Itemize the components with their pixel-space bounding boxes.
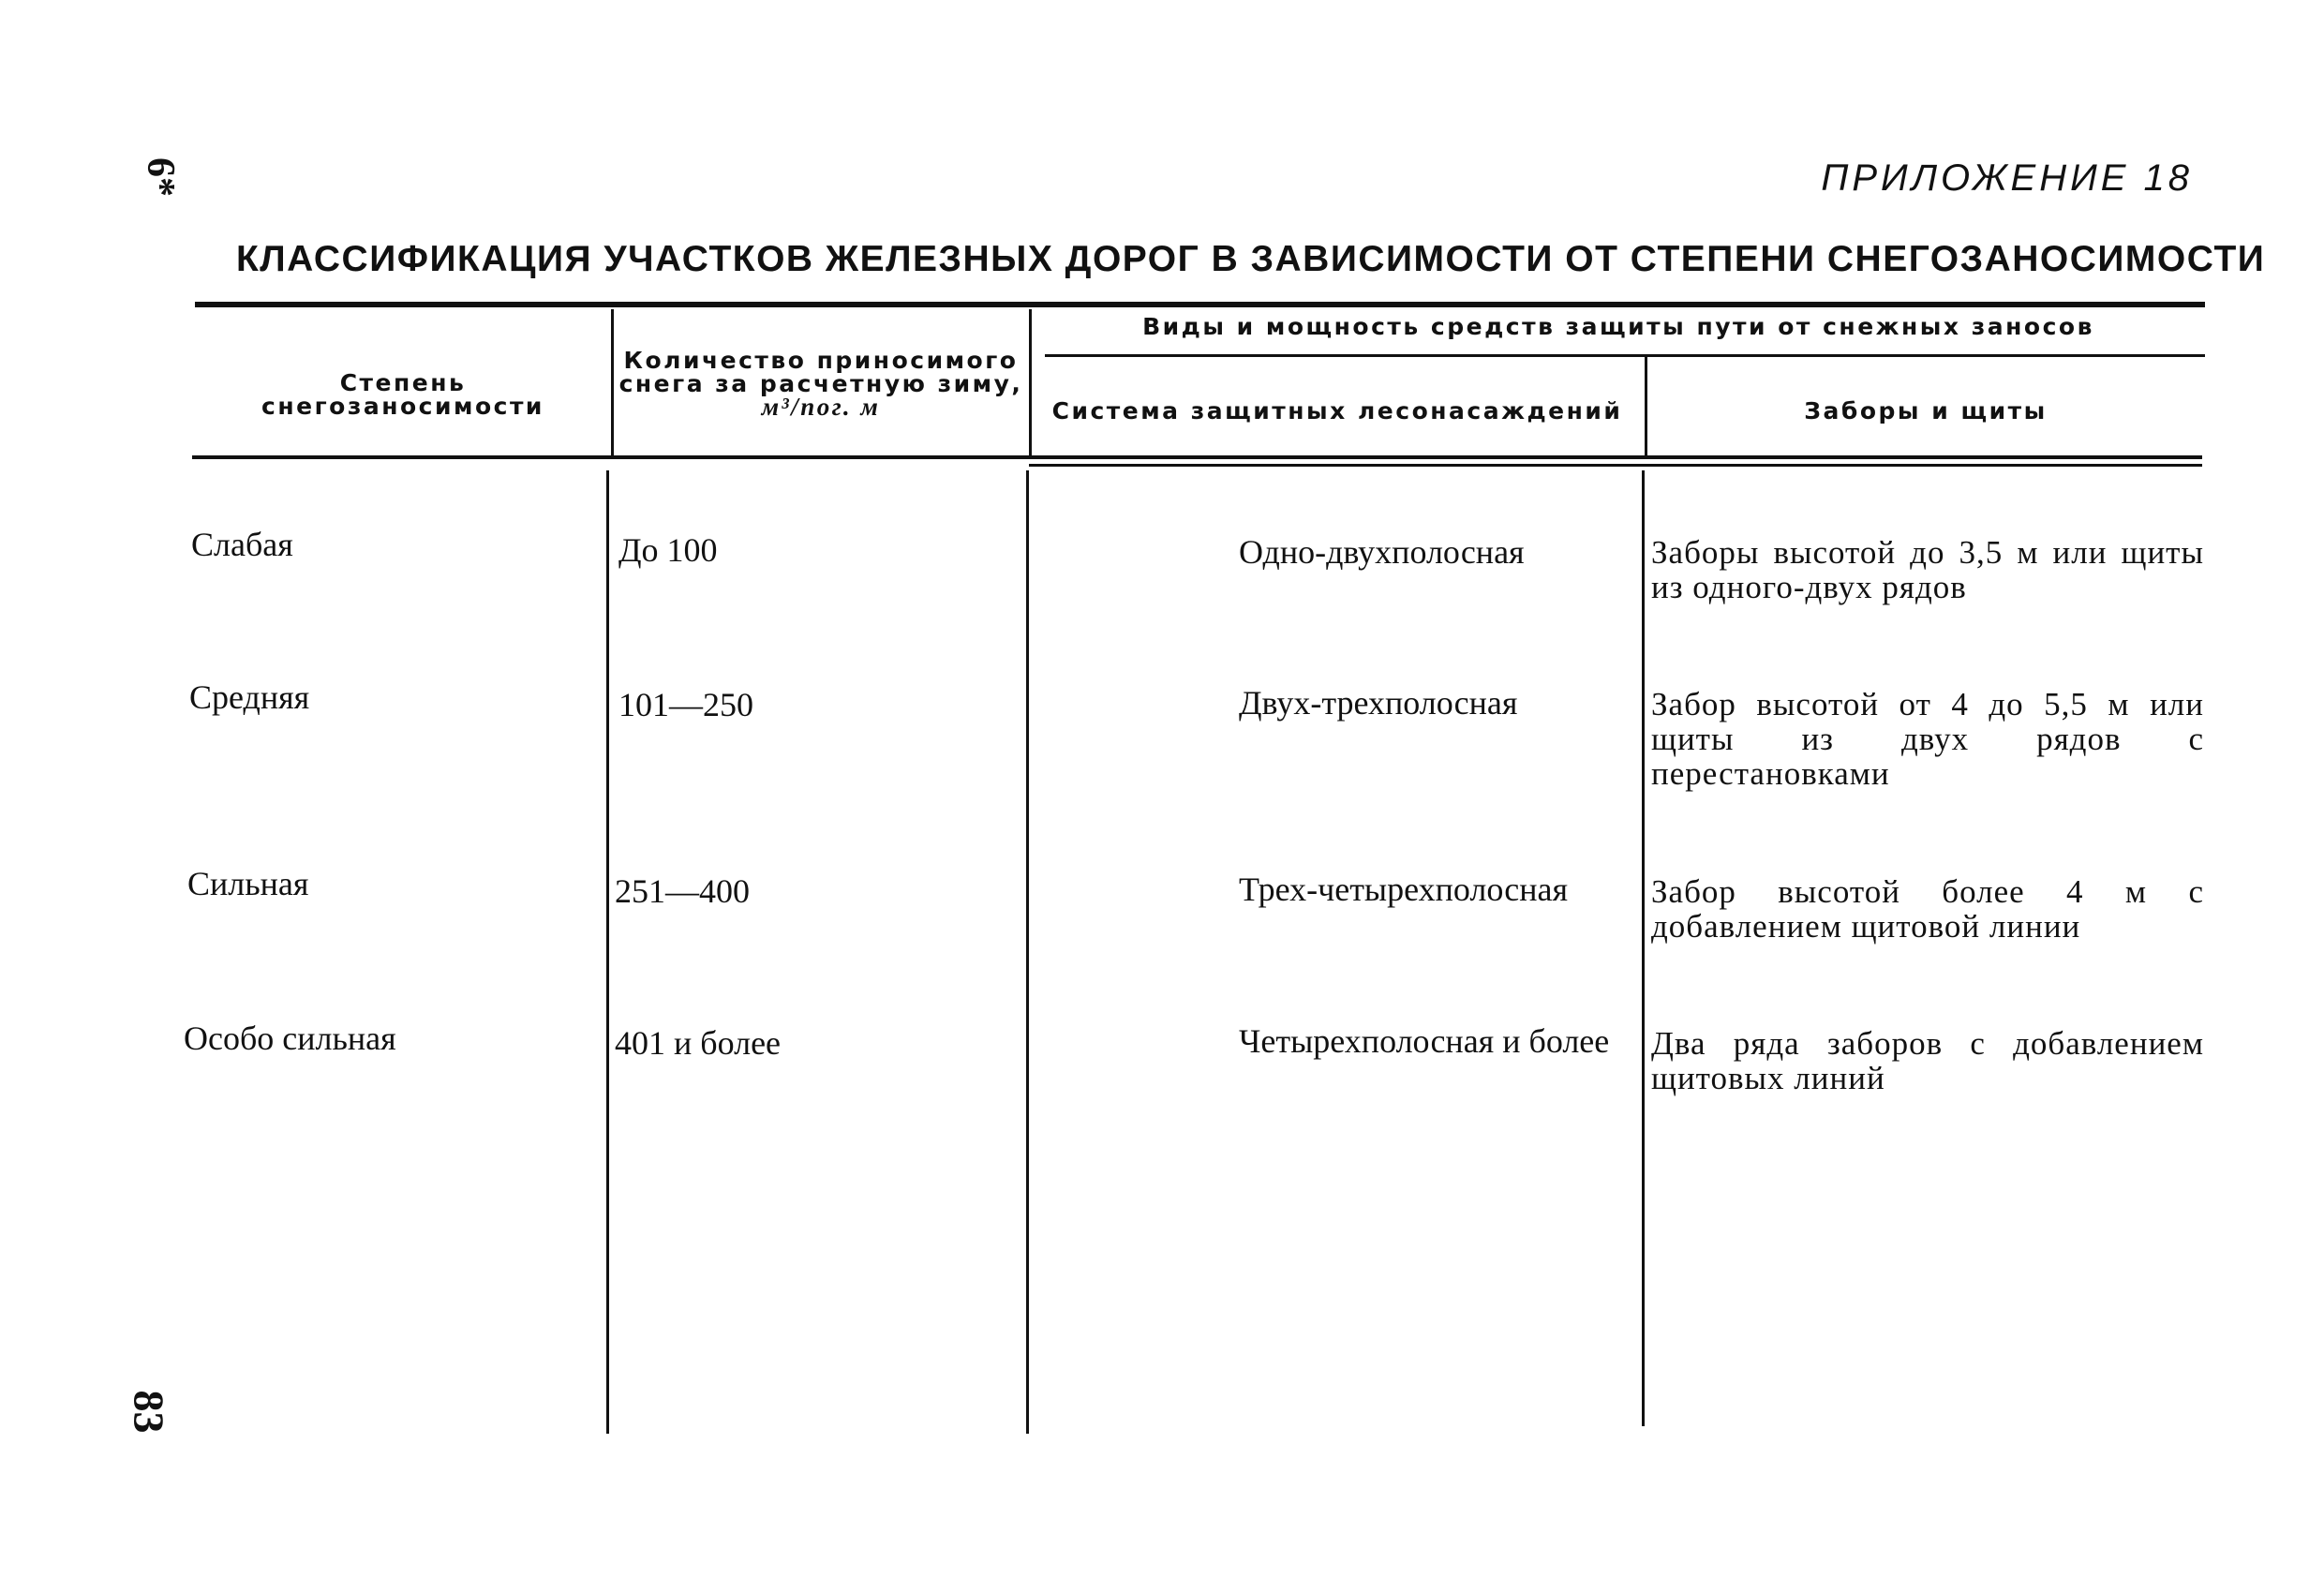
header-snow-amount-line2: снега за расчетную зиму, [618,370,1023,397]
column-divider-3-header [1645,356,1647,455]
header-protection-group: Виды и мощность средств защиты пути от снежных заносов [1142,313,2094,340]
column-divider-3 [1642,470,1645,1426]
table-row-1-fences: Заборы высотой до 3,5 м или щиты из одного-двух рядов [1651,534,2204,605]
header-bottom-rule-second [1029,464,2202,467]
table-row-2-degree: Средняя [189,678,310,716]
table-row-3-fences: Забор высотой более 4 м с добавлением щитовой линии [1651,873,2204,945]
header-group-rule [1045,354,2205,357]
column-divider-2 [1026,470,1029,1434]
table-row-2-amount: 101—250 [618,686,753,723]
table-row-1-degree: Слабая [191,526,293,563]
appendix-label: ПРИЛОЖЕНИЕ 18 [1821,157,2193,199]
table-row-4-fences: Два ряда заборов с добавлением щитовых линий [1651,1025,2204,1096]
table-row-4-degree: Особо сильная [184,1020,396,1057]
table-row-2-forest: Двух-трехполосная [1239,684,1518,722]
page-title: КЛАССИФИКАЦИЯ УЧАСТКОВ ЖЕЛЕЗНЫХ ДОРОГ В ЗАВИСИМОСТИ ОТ СТЕПЕНИ СНЕГОЗАНОСИМОСТИ [236,239,2266,279]
margin-signature-mark: 6* [139,157,182,197]
column-divider-2-header [1029,309,1032,455]
table-row-4-forest: Четырехполосная и более [1239,1022,1610,1060]
table-row-3-forest: Трех-четырехполосная [1239,871,1569,908]
table-row-1-forest: Одно-двухполосная [1239,533,1525,571]
column-divider-1-header [611,309,614,455]
table-row-1-amount: До 100 [618,531,718,569]
header-bottom-rule [192,455,2202,459]
table-row-2-fences: Забор высотой от 4 до 5,5 м или щиты из двух рядов с перестановками [1651,686,2204,792]
header-snow-amount-unit: м³/пог. м [761,393,881,421]
table-row-4-amount: 401 и более [615,1024,782,1062]
header-degree: Степень снегозаносимости [261,369,544,420]
page-number: 83 [125,1390,173,1434]
header-snow-amount [615,349,1027,419]
table-row-3-amount: 251—400 [615,872,750,910]
table-top-rule [195,302,2205,307]
header-snow-amount-line1: Количество приносимого [623,347,1019,374]
table-row-3-degree: Сильная [187,865,309,902]
header-fences: Заборы и щиты [1804,397,2048,424]
column-divider-1 [606,470,609,1434]
header-forest-belts: Система защитных лесонасаждений [1051,397,1623,424]
